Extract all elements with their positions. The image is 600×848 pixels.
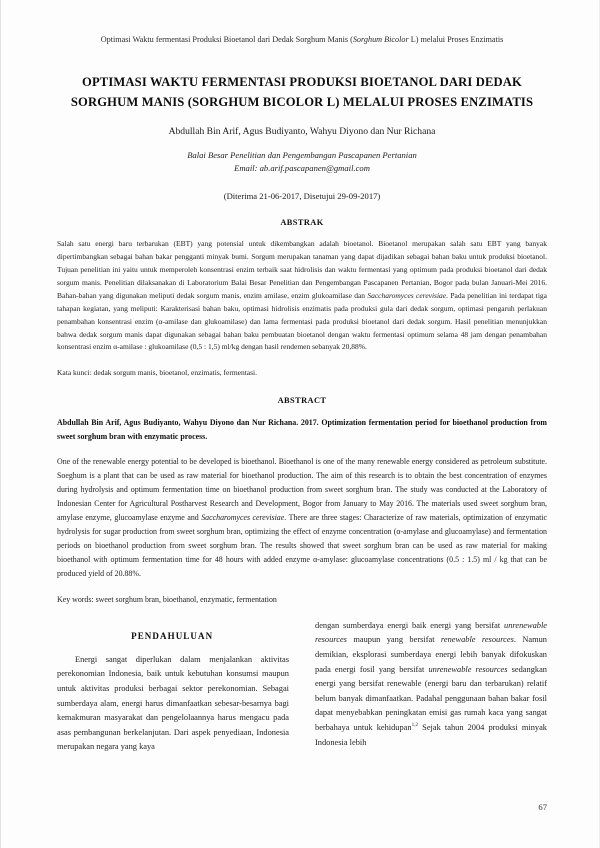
running-header-text-after: L) melalui Proses Enzimatis	[408, 35, 504, 44]
intro-term-unrenewable-1: unrenewable resources	[315, 620, 547, 645]
intro-paragraph-right	[315, 619, 547, 751]
running-header	[57, 34, 547, 46]
affiliation-block	[57, 149, 547, 176]
intro-right-seg1: dengan sumberdaya energi baik energi yang bersifat	[315, 620, 505, 630]
intro-paragraph-left: Energi sangat diperlukan dalam menjalankan aktivitas perekonomian Indonesia, baik untuk kebutuhan konsumsi maupun untuk aktivitas produksi berbagai sektor perekonomian. Sebagai sumberdaya alam, energi harus dimanfaatkan sebesar-besarnya bagi kemakmuran masyarakat dan pengelolaannya harus mengacu pada asas pembangunan berkelanjutan. Dari aspek penyediaan, Indonesia merupakan negara yang kaya	[57, 654, 289, 752]
intro-right-seg4: sedangkan energi yang bersifat renewable (energi baru dan terbarukan) relatif belum banyak dimanfaatkan. Padahal penggunaan bahan bakar fosil dapat menyebabkan peningkatan emisi gas rumah kaca yang sangat berbahaya untuk kehidupan	[315, 664, 547, 733]
introduction-heading: PENDAHULUAN	[131, 630, 214, 641]
abstrak-heading: ABSTRAK	[280, 218, 324, 228]
body-column-left	[57, 653, 289, 755]
author-email: Email: ab.arif.pascapanen@gmail.com	[234, 162, 370, 173]
intro-term-unrenewable-2: unrenewable resources	[428, 664, 508, 674]
abstract-heading: ABSTRACT	[277, 396, 327, 406]
paper-title: OPTIMASI WAKTU FERMENTASI PRODUKSI BIOETANOL DARI DEDAK SORGHUM MANIS (SORGHUM BICOLOR L) MELALUI PROSES ENZIMATIS	[70, 74, 534, 110]
affiliation-name: Balai Besar Penelitian dan Pengembangan Pascapanen Pertanian	[187, 149, 417, 160]
abstract-keywords: Key words: sweet sorghum bran, bioethanol, enzymatic, fermentation	[57, 595, 277, 605]
intro-term-renewable: renewable resources	[440, 635, 514, 645]
abstrak-part1: Salah satu energi baru terbarukan (EBT) yang potensial untuk dikembangkan adalah bioetanol. Bioetanol merupakan salah satu EBT yang banyak dipertimbangkan sebagai bahan bakar pengganti minyak bumi. Sorgum merupakan tanaman yang dapat dijadikan sebagai bahan baku untuk produksi bioetanol. Tujuan penelitian ini yaitu untuk memperoleh konsentrasi enzim terbaik saat hidrolisis dan waktu fermentasi yang optimum pada produksi bioetanol dari dedak sorgum manis. Penelitian dilaksanakan di Laboratorium Balai Besar Penelitian dan Pengembangan Pascapanen Pertanian, Bogor pada bulan Januari-Mei 2016. Bahan-bahan yang digunakan meliputi dedak sorgum manis, enzim amilase, enzim glukoamilase dan	[57, 239, 547, 300]
abstrak-species: Saccharomyces cerevisiae	[367, 290, 447, 300]
running-header-text-before: Optimasi Waktu fermentasi Produksi Bioetanol dari Dedak Sorghum Manis (	[100, 35, 353, 44]
intro-right-seg3: . Namun demikian, eksplorasi sumberdaya energi lebih banyak difokuskan pada energi fosil yang bersifat	[315, 635, 547, 674]
page-number: 67	[538, 802, 547, 812]
abstrak-part2: . Pada penelitian ini terdapat tiga tahapan kegiatan, yang meliputi: Karakterisasi bahan baku, optimasi hidrolisis enzimatis pada produksi gula dari dedak sorgum, optimasi pengaruh perlakuan penambahan konsentrasi enzim (α-amilase dan glukoamilase) dan lama fermentasi pada produksi bioetanol dari dedak sorgum. Hasil penelitian menunjukkan bahwa dedak sorgum manis dapat digunakan sebagai bahan baku pembuatan bioetanol dengan waktu fermentasi optimum selama 48 jam dengan penambahan konsentrasi enzim α-amilase : glukoamilase (0,5 : 1,5) ml/kg dengan hasil rendemen sebanyak 20,88%.	[57, 290, 547, 352]
body-column-right	[315, 619, 547, 755]
abstract-part2: . There are three stages: Characterize of raw materials, optimization of enzymatic hydrolysis for sugar production from sweet sorghum bran, optimizing the effect of enzyme concentration (α-amylase and glucoamylase) and fermentation periods on bioethanol production from sweet sorghum bran. The results showed that sweet sorghum bran can be used as raw material for making bioethanol with optimum fermentation time for 48 hours with added enzyme α-amylase: glucoamylase concentrations (0.5 : 1.5) ml / kg that can be produced yield of 20.88%.	[57, 512, 547, 578]
abstract-citation: Abdullah Bin Arif, Agus Budiyanto, Wahyu Diyono dan Nur Richana. 2017. Optimization fermentation period for bioethanol production from sweet sorghum bran with enzymatic process.	[57, 418, 547, 441]
abstract-body	[57, 455, 547, 582]
intro-right-seg5: Sejak tahun 2004 produksi minyak Indonesia lebih	[315, 723, 547, 747]
received-accepted-dates: (Diterima 21-06-2017, Disetujui 29-09-2017)	[223, 191, 381, 202]
intro-right-seg2: maupun yang bersifat	[346, 635, 441, 645]
abstrak-keywords: Kata kunci: dedak sorgum manis, bioetanol, enzimatis, fermentasi.	[57, 368, 258, 378]
page-content	[57, 34, 547, 755]
abstract-part1: One of the renewable energy potential to be developed is bioethanol. Bioethanol is one of the many renewable energy considered as petroleum substitute. Soeghum is a plant that can be used as raw material for bioethanol production. The aim of this research is to obtain the best concentration of enzymes during hydrolysis and optimum fermentation time on bioethanol production from sweet sorghum bran. The study was conducted at the Laboratory of Indonesian Center for Agricultural Postharvest Research and Development, Bogor from January to May 2016. The materials used sweet sorghum bran, amylase enzyme, glucoamylase enzyme and	[57, 456, 547, 522]
abstract-species: Saccharomyces cerevisiae	[201, 512, 285, 522]
citation-superscript: 1,2	[411, 722, 419, 729]
author-list: Abdullah Bin Arif, Agus Budiyanto, Wahyu Diyono dan Nur Richana	[168, 125, 436, 137]
running-header-species: Sorghum Bicolor	[352, 35, 409, 44]
abstrak-body	[57, 238, 547, 354]
